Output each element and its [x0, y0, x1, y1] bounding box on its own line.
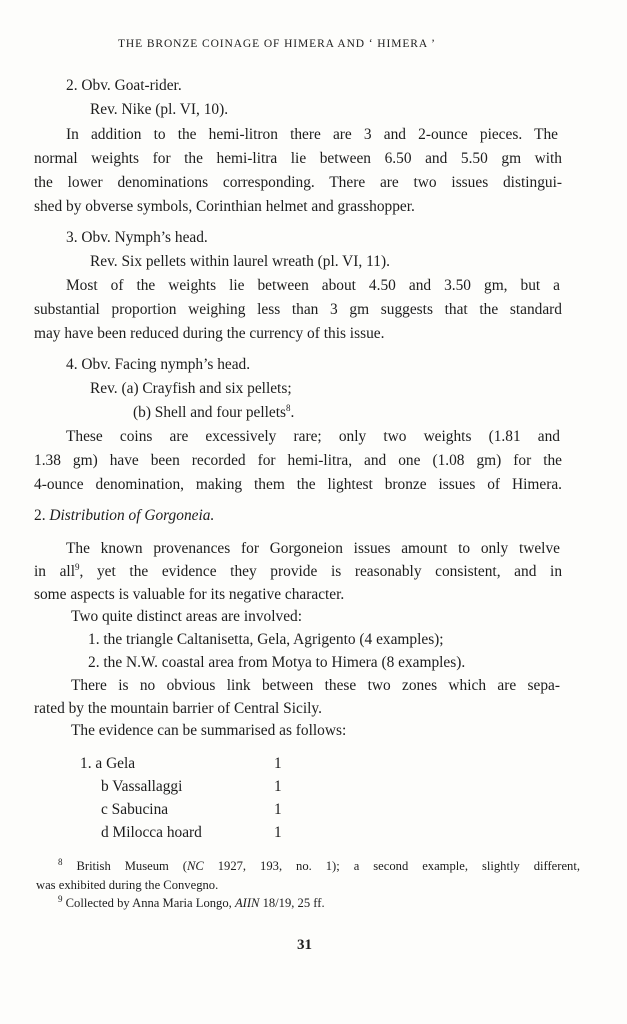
dist-p3-line-2: rated by the mountain barrier of Central Sicily.: [34, 700, 322, 717]
table-row-count: 1: [274, 801, 282, 818]
page-number: 31: [297, 937, 312, 953]
sec3-line-1: Most of the weights lie between about 4.50 and 3.50 gm, but a: [66, 277, 560, 294]
table-row-count: 1: [274, 778, 282, 795]
dist-p1-line-2-b: , yet the evidence they provide is reasonably consistent, and in: [79, 563, 563, 580]
footnote-9-number: 9: [58, 893, 63, 904]
footnote-8-text-a: British Museum (: [76, 859, 187, 873]
footnote-9-text-b: 18/19, 25 ff.: [259, 896, 325, 910]
table-row-count: 1: [274, 755, 282, 772]
footnote-8-journal: NC: [186, 859, 204, 873]
table-row-label: c Sabucina: [101, 801, 169, 818]
table-row-count: 1: [274, 824, 282, 841]
dist-p1-line-3: some aspects is valuable for its negative character.: [34, 586, 345, 603]
sec2-line-4: shed by obverse symbols, Corinthian helmet and grasshopper.: [34, 198, 415, 215]
section-heading-number: 2.: [34, 507, 46, 524]
sec3-line-2: substantial proportion weighing less than 3 gm suggests that the standard: [34, 301, 562, 318]
sec2-obverse: 2. Obv. Goat-rider.: [66, 77, 182, 94]
dist-p1-line-2: [34, 560, 562, 583]
sec2-line-3: the lower denominations corresponding. There are two issues distingui-: [34, 174, 562, 191]
sec4-reverse-b-text: (b) Shell and four pellets: [133, 404, 287, 421]
dist-p4: The evidence can be summarised as follows:: [71, 722, 347, 739]
dist-p1-line-2-a: in all: [34, 563, 75, 580]
sec4-reverse-b-end: .: [290, 404, 295, 421]
dist-list-item-1: 1. the triangle Caltanisetta, Gela, Agrigento (4 examples);: [88, 631, 444, 648]
table-row-label: 1. a Gela: [80, 755, 136, 772]
sec4-line-1: These coins are excessively rare; only two weights (1.81 and: [66, 428, 560, 445]
section-heading-title: Distribution of Gorgoneia.: [49, 507, 215, 524]
table-row-label: b Vassallaggi: [101, 778, 183, 795]
dist-p3-line-1: There is no obvious link between these two zones which are sepa-: [71, 677, 560, 694]
section-heading: [34, 504, 214, 527]
dist-p1-line-1: The known provenances for Gorgoneion issues amount to only twelve: [66, 540, 560, 557]
footnote-8-text-b: 1927, 193, no. 1); a second example, slightly different,: [203, 859, 580, 873]
footnote-9: [58, 893, 325, 911]
footnote-ref-9: 9: [75, 561, 80, 572]
sec3-reverse: Rev. Six pellets within laurel wreath (pl. VI, 11).: [90, 253, 390, 270]
footnote-8-line-2: was exhibited during the Convegno.: [36, 878, 219, 892]
sec2-reverse: Rev. Nike (pl. VI, 10).: [90, 101, 229, 118]
footnote-9-text-a: Collected by Anna Maria Longo,: [65, 896, 235, 910]
dist-p2: Two quite distinct areas are involved:: [71, 608, 302, 625]
sec4-obverse: 4. Obv. Facing nymph’s head.: [66, 356, 251, 373]
sec2-line-2: normal weights for the hemi-litra lie between 6.50 and 5.50 gm with: [34, 150, 562, 167]
sec3-line-3: may have been reduced during the currency of this issue.: [34, 325, 385, 342]
running-header: THE BRONZE COINAGE OF HIMERA AND ‘ HIMERA ’: [118, 38, 436, 50]
sec4-line-2: 1.38 gm) have been recorded for hemi-litra, and one (1.08 gm) for the: [34, 452, 562, 469]
sec3-obverse: 3. Obv. Nymph’s head.: [66, 229, 208, 246]
table-row-label: d Milocca hoard: [101, 824, 202, 841]
sec2-line-1: In addition to the hemi-litron there are 3 and 2-ounce pieces. The: [66, 126, 558, 143]
footnote-8: [58, 856, 580, 874]
footnote-ref-8: 8: [286, 402, 291, 413]
sec4-reverse-a: Rev. (a) Crayfish and six pellets;: [90, 380, 292, 397]
sec4-reverse-b: [133, 401, 294, 424]
sec4-line-3: 4-ounce denomination, making them the lightest bronze issues of Himera.: [34, 476, 562, 493]
footnote-8-number: 8: [58, 856, 63, 867]
footnote-9-journal: AIIN: [234, 896, 260, 910]
dist-list-item-2: 2. the N.W. coastal area from Motya to Himera (8 examples).: [88, 654, 466, 671]
